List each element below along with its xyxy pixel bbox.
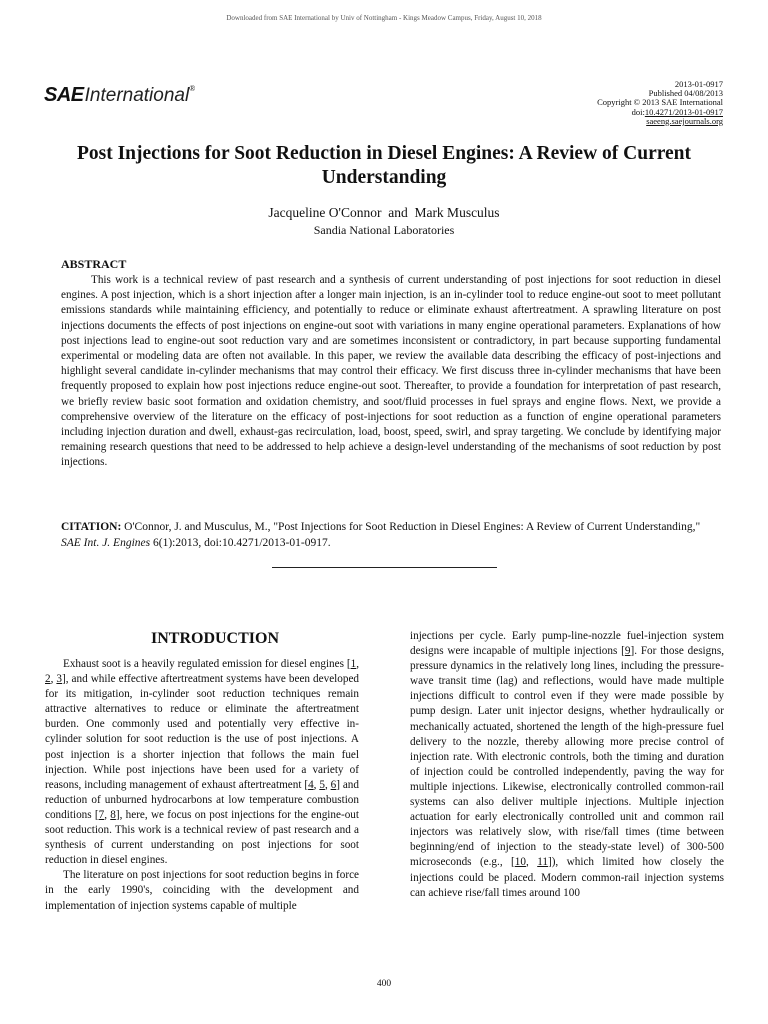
ref-link-8[interactable]: 8	[110, 808, 116, 821]
separator-rule	[272, 567, 497, 568]
ref-link-1[interactable]: 1	[350, 658, 357, 670]
logo-registered-mark: ®	[189, 84, 196, 93]
logo-sae-text: SAE	[44, 84, 84, 106]
citation-text-a: O'Connor, J. and Musculus, M., "Post Injections for Soot Reduction in Diesel Engines: A Review of Current Understanding,"	[121, 521, 701, 533]
published-date: Published 04/08/2013	[648, 88, 723, 99]
ref-link-9[interactable]: 9	[624, 645, 631, 658]
paper-number: 2013-01-0917	[674, 79, 723, 89]
logo-international-text: International	[84, 85, 190, 106]
right-column	[410, 629, 724, 901]
ref-link-5[interactable]: 5	[319, 778, 325, 791]
affiliation: Sandia National Laboratories	[313, 223, 455, 237]
citation-journal: SAE Int. J. Engines	[61, 537, 151, 549]
abstract-heading: ABSTRACT	[61, 257, 127, 271]
copyright: Copyright © 2013 SAE International	[597, 97, 723, 108]
paper-title: Post Injections for Soot Reduction in Diesel Engines: A Review of Current Understanding	[76, 143, 692, 188]
download-note: Downloaded from SAE International by Univ of Nottingham - Kings Meadow Campus, Friday, August 10, 2018	[226, 14, 542, 22]
sae-international-logo	[44, 84, 195, 110]
page-number: 400	[376, 979, 392, 989]
ref-link-11[interactable]: 11	[537, 856, 548, 869]
intro-paragraph-1: Exhaust soot is a heavily regulated emission for diesel engines [1, 2, 3], and while effective aftertreatment systems have been developed for its mitigation, in-cylinder soot reduction techniques remain attractive alternatives to reduce or eliminate the aftertreatment burden. One commonly used and potentially very effective in-cylinder solution for soot reduction is the use of post injections. A post injection is a shorter injection that follows the main fuel injection. While post injections have been used for a variety of reasons, including management of exhaust aftertreatment [4, 5, 6] and reduction of unburned hydrocarbons at low temperature combustion conditions [7, 8], here, we focus on post injections for the engine-out soot reduction. This work is a technical review of past research and a synthesis of current understanding on post injections for soot reduction in diesel engines.	[45, 658, 360, 867]
doi-link[interactable]: 10.4271/2013-01-0917	[644, 106, 723, 117]
left-column	[45, 657, 359, 914]
citation-text-b: 6(1):2013, doi:10.4271/2013-01-0917.	[150, 537, 331, 549]
intro-paragraph-2: The literature on post injections for soot reduction begins in force in the early 1990's, coinciding with the development and implementation of injection systems capable of multiple	[45, 869, 359, 912]
ref-link-7[interactable]: 7	[98, 808, 105, 821]
ref-link-10[interactable]: 10	[514, 856, 526, 869]
ref-link-6[interactable]: 6	[330, 778, 337, 791]
intro-paragraph-3: injections per cycle. Early pump-line-nozzle fuel-injection system designs were incapable of multiple injections [9]. For those designs, pressure dynamics in the relatively long lines, including the pressure-wave transit time (lag) and reflections, would have made multiple injections difficult to control even if they were made possible by pump design. Later unit injector designs, whether hydraulically or mechanically actuated, shortened the length of the high-pressure fuel delivery to the nozzle, thereby allowing more precise control of injection rate. With electronic controls, both the timing and duration of injection could be controlled independently, paving the way for multiple injections. Likewise, electronically controlled common-rail systems can also deliver multiple injections. Multiple injection actuation for early electronically controlled unit and common rail injectors was relatively slow, with rise/fall times (time between beginning/end of injection to the steady-state level) of 300-500 microseconds (e.g., [10, 11]), which limited how closely the injections could be placed. Modern common-rail injection systems can achieve rise/fall times around 100	[410, 630, 725, 899]
citation-label: CITATION:	[61, 521, 122, 533]
citation	[61, 519, 721, 551]
journal-link[interactable]: saeeng.saejournals.org	[646, 115, 723, 126]
doi-label: doi:	[631, 106, 645, 117]
ref-link-3[interactable]: 3	[56, 673, 63, 686]
abstract-body: This work is a technical review of past research and a synthesis of current understanding of post injections for soot reduction in diesel engines. A post injection, which is a short injection after a longer main injection, is an in-cylinder tool to reduce engine-out soot to meet pollutant emissions standards while maintaining efficiency, and potentially to reduce or eliminate exhaust aftertreatment. A sprawling literature on post injections documents the effects of post injections on engine-out soot with variations in many engine operational parameters. Explanations of how post injections lead to engine-out soot reduction vary and are sometimes inconsistent or contradictory, in part because supporting fundamental experimental or modeling data are often not available. In this paper, we review the available data describing the efficacy of post-injections and highlight several candidate in-cylinder mechanisms that may control their efficacy. We first discuss three in-cylinder mechanisms that have been frequently proposed to explain how post injections reduce engine-out soot. Thereafter, to provide a foundation for interpretation of past research, we briefly review basic soot formation and oxidation chemistry, and soot/fluid processes in fuel sprays and engine flows. Next, we provide a comprehensive overview of the literature on the efficacy of post-injections for soot reduction as a function of engine operational parameters including injection duration and dwell, exhaust-gas recirculation, load, boost, speed, swirl, and spray targeting. We conclude by identifying major remaining research questions that need to be addressed to help achieve a design-level understanding of the mechanisms of soot reduction by post injections.	[61, 274, 721, 469]
ref-link-4[interactable]: 4	[308, 778, 314, 791]
introduction-heading: INTRODUCTION	[150, 630, 279, 647]
paper-meta	[597, 80, 723, 126]
authors: Jacqueline O'Connor and Mark Musculus	[268, 205, 500, 220]
ref-link-2[interactable]: 2	[45, 673, 51, 686]
